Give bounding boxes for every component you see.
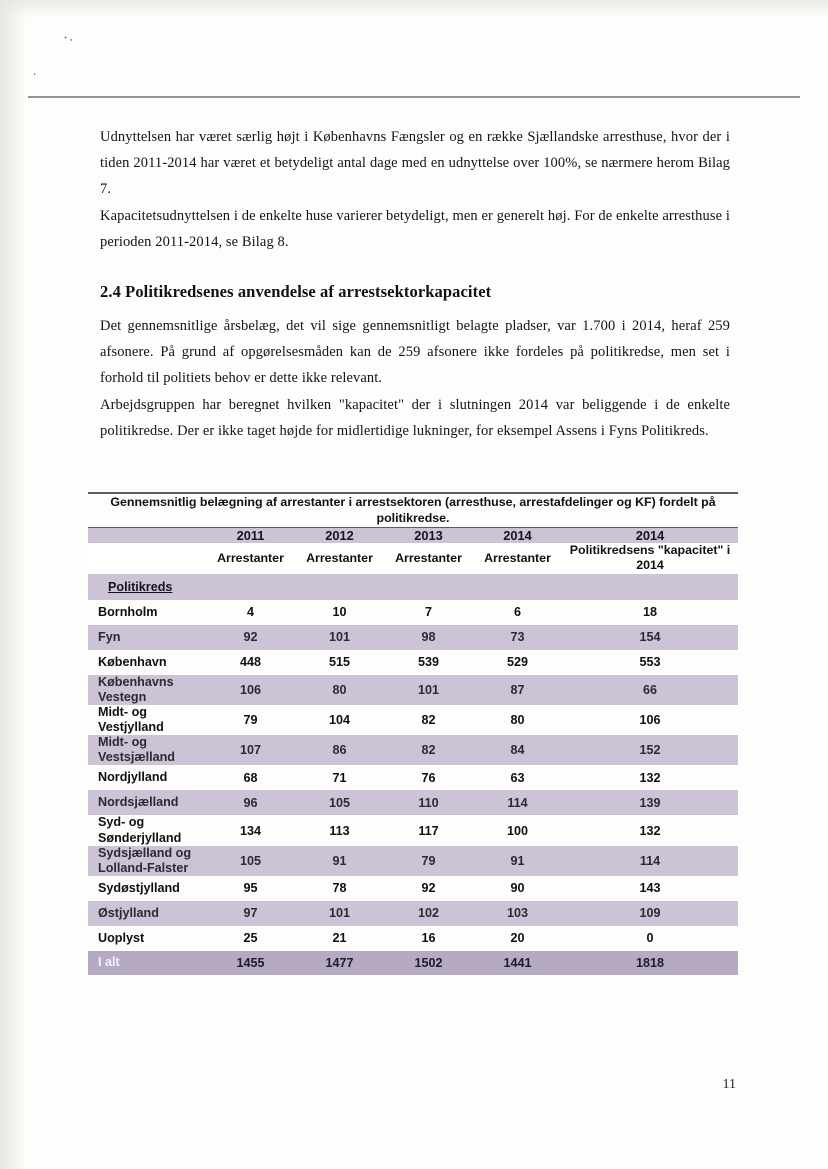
- row-value-2014: 20: [510, 931, 525, 946]
- table-row: [88, 735, 738, 765]
- row-value-2012: 104: [328, 713, 350, 728]
- row-value-2011: 25: [243, 931, 258, 946]
- row-label: Sydøstjylland: [98, 880, 180, 895]
- row-value-2014: 91: [473, 846, 562, 876]
- header-year-2013: 2013: [384, 527, 473, 543]
- row-value-capacity: 66: [562, 675, 738, 705]
- row-value-capacity: 553: [639, 655, 661, 670]
- paragraph-section-2: Arbejdsgruppen har beregnet hvilken "kapacitet" der i slutningen 2014 var beliggende i de enkelte politikredse. Der er ikke taget højde for midlertidige lukninger, for eksempel Assens i Fyns Politikreds.: [100, 397, 730, 440]
- scan-smudge-icon: ٠.: [61, 28, 74, 45]
- row-value-2014: 84: [473, 735, 562, 765]
- table-row: [88, 600, 738, 625]
- scan-edge-top: [0, 0, 828, 18]
- row-value-2013: 76: [421, 770, 436, 785]
- row-label: Bornholm: [98, 604, 158, 619]
- row-label: Midt- og Vestsjælland: [88, 735, 206, 765]
- row-label: Syd- og Sønderjylland: [98, 815, 182, 845]
- row-value-2013: 110: [384, 790, 473, 815]
- row-value-2012: 10: [332, 605, 347, 620]
- table-group-pad-1: [206, 574, 295, 600]
- table-row: [88, 790, 738, 815]
- capacity-table-wrapper: [88, 492, 738, 975]
- table-title: Gennemsnitlig belægning af arrestanter i arrestsektoren (arresthuse, arrestafdelinger og KF) fordelt på politikredse.: [88, 494, 738, 527]
- row-value-2014: 114: [473, 790, 562, 815]
- row-value-2014: 529: [506, 655, 528, 670]
- row-value-2013: 92: [421, 881, 436, 896]
- row-value-2014: 90: [510, 881, 525, 896]
- total-value-2014: 1441: [473, 951, 562, 975]
- row-value-2014: 87: [473, 675, 562, 705]
- row-value-2012: 113: [329, 823, 350, 838]
- header-sub-arrestanter-2013: Arrestanter: [384, 543, 473, 574]
- row-value-2014: 100: [506, 823, 528, 838]
- header-year-2014-capacity: 2014: [562, 527, 738, 543]
- row-value-2012: 80: [295, 675, 384, 705]
- row-value-2013: 117: [418, 823, 439, 838]
- row-value-2012: 86: [295, 735, 384, 765]
- row-label: Nordsjælland: [88, 790, 206, 815]
- row-value-2012: 91: [295, 846, 384, 876]
- row-value-2013: 7: [424, 605, 432, 620]
- total-value-capacity: 1818: [562, 951, 738, 975]
- header-year-2012: 2012: [295, 527, 384, 543]
- row-value-2011: 107: [206, 735, 295, 765]
- table-row: [88, 650, 738, 675]
- row-value-2013: 98: [384, 625, 473, 650]
- row-value-2013: 82: [384, 735, 473, 765]
- paragraph-section-1: Det gennemsnitlige årsbelæg, det vil sige gennemsnitligt belagte pladser, var 1.700 i 2014, heraf 259 afsonere. På grund af opgørelsesmåden kan de 259 afsonere ikke fordeles på politikredse, men set i forhold til politiets behov er dette ikke relevant.: [100, 317, 730, 386]
- header-sub-kapacitet-2014: Politikredsens "kapacitet" i 2014: [562, 543, 738, 574]
- table-group-label: Politikreds: [88, 574, 206, 600]
- table-row: [88, 926, 738, 951]
- row-label: Uoplyst: [98, 930, 145, 945]
- header-sub-arrestanter-2012: Arrestanter: [295, 543, 384, 574]
- row-value-2011: 448: [239, 655, 261, 670]
- document-body: [100, 125, 730, 447]
- row-value-2012: 105: [295, 790, 384, 815]
- row-value-2014: 103: [473, 901, 562, 926]
- table-title-row: [88, 494, 738, 527]
- row-value-2011: 106: [206, 675, 295, 705]
- row-label: Midt- og Vestjylland: [98, 704, 164, 735]
- total-value-2011: 1455: [206, 951, 295, 975]
- table-header-subtitles: [88, 543, 738, 574]
- row-value-2014: 80: [510, 713, 525, 728]
- row-value-2013: 539: [417, 655, 439, 670]
- table-row: [88, 625, 738, 650]
- row-value-2014: 73: [473, 625, 562, 650]
- row-value-2011: 92: [206, 625, 295, 650]
- total-value-2012: 1477: [295, 951, 384, 975]
- table-group-pad-2: [295, 574, 384, 600]
- row-value-2011: 105: [206, 846, 295, 876]
- scan-edge-left: [0, 0, 26, 1169]
- row-value-capacity: 106: [639, 713, 661, 728]
- row-value-capacity: 0: [646, 931, 654, 946]
- capacity-table: [88, 494, 738, 975]
- header-sub-arrestanter-2011: Arrestanter: [206, 543, 295, 574]
- section-heading: 2.4 Politikredsenes anvendelse af arrestsektorkapacitet: [100, 281, 492, 301]
- row-value-2011: 79: [243, 713, 258, 728]
- table-row: [88, 876, 738, 901]
- table-row: [88, 675, 738, 705]
- row-value-2011: 95: [243, 881, 258, 896]
- header-year-2014: 2014: [473, 527, 562, 543]
- table-group-row: [88, 574, 738, 600]
- row-value-2012: 515: [328, 655, 350, 670]
- scan-speck-icon: .: [33, 63, 37, 78]
- row-label: Fyn: [88, 625, 206, 650]
- header-year-2011: 2011: [206, 527, 295, 543]
- row-value-2013: 79: [384, 846, 473, 876]
- row-value-capacity: 132: [639, 770, 661, 785]
- row-value-capacity: 18: [643, 605, 658, 620]
- row-value-2013: 16: [421, 931, 436, 946]
- table-group-pad-3: [384, 574, 473, 600]
- paragraph-intro-1: Udnyttelsen har været særlig højt i Københavns Fængsler og en række Sjællandske arresthuse, hvor der i tiden 2011-2014 har været et betydeligt antal dage med en udnyttelse over 100%, se nærmere herom Bilag 7.: [100, 129, 730, 197]
- row-value-2011: 68: [243, 770, 258, 785]
- row-value-2011: 96: [206, 790, 295, 815]
- table-group-pad-4: [473, 574, 562, 600]
- row-value-capacity: 109: [562, 901, 738, 926]
- table-total-row: [88, 951, 738, 975]
- row-value-2011: 134: [239, 823, 261, 838]
- header-year-blank: [88, 527, 206, 543]
- paragraph-intro-2: Kapacitetsudnyttelsen i de enkelte huse varierer betydeligt, men er generelt høj. For de enkelte arresthuse i perioden 2011-2014, se Bilag 8.: [100, 208, 730, 251]
- table-row: [88, 765, 738, 790]
- row-value-2014: 63: [510, 770, 525, 785]
- header-sub-arrestanter-2014: Arrestanter: [473, 543, 562, 574]
- total-label: I alt: [88, 951, 206, 975]
- row-value-2011: 97: [206, 901, 295, 926]
- header-rule: [28, 96, 800, 98]
- row-value-capacity: 154: [562, 625, 738, 650]
- row-label: Nordjylland: [98, 770, 168, 785]
- row-value-2013: 82: [421, 713, 436, 728]
- row-value-2012: 21: [332, 931, 347, 946]
- page-number: 11: [722, 1077, 736, 1092]
- table-group-pad-5: [562, 574, 738, 600]
- table-row: [88, 705, 738, 735]
- total-value-2013: 1502: [384, 951, 473, 975]
- row-value-capacity: 114: [562, 846, 738, 876]
- row-value-capacity: 152: [562, 735, 738, 765]
- row-label: København: [98, 654, 167, 669]
- table-row: [88, 901, 738, 926]
- table-header-years: [88, 527, 738, 543]
- row-value-capacity: 132: [639, 823, 661, 838]
- row-label: Østjylland: [88, 901, 206, 926]
- row-value-2014: 6: [513, 605, 521, 620]
- row-value-2013: 101: [384, 675, 473, 705]
- row-label: Københavns Vestegn: [88, 675, 206, 705]
- table-row: [88, 846, 738, 876]
- table-row: [88, 815, 738, 845]
- header-sub-blank: [88, 543, 206, 574]
- row-value-2013: 102: [384, 901, 473, 926]
- row-value-capacity: 143: [639, 881, 661, 896]
- row-value-2011: 4: [246, 605, 254, 620]
- row-value-2012: 71: [332, 770, 347, 785]
- row-value-2012: 101: [295, 901, 384, 926]
- row-value-capacity: 139: [562, 790, 738, 815]
- row-value-2012: 101: [295, 625, 384, 650]
- row-label: Sydsjælland og Lolland-Falster: [88, 846, 206, 876]
- row-value-2012: 78: [332, 881, 347, 896]
